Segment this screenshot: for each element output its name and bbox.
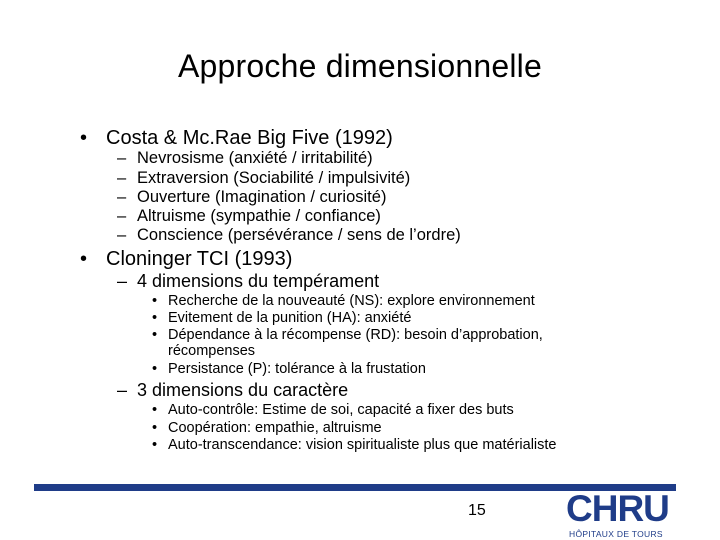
detail-item-text: récompenses [168, 343, 256, 359]
sub-list-item-text: Ouverture (Imagination / curiosité) [137, 188, 387, 206]
bullet-marker: • [152, 310, 158, 326]
detail-item-text: Persistance (P): tolérance à la frustation [168, 361, 426, 377]
sub-list-item-text: 4 dimensions du tempérament [137, 271, 380, 291]
bullet-marker: • [152, 402, 158, 418]
dash-marker: – [117, 207, 127, 225]
dash-marker: – [117, 226, 127, 244]
sub-list-item-text: Altruisme (sympathie / confiance) [137, 207, 381, 225]
detail-item-text: Auto-transcendance: vision spiritualiste plus que matérialiste [168, 437, 557, 453]
bullet-marker: • [152, 420, 158, 436]
list-item-text: Costa & Mc.Rae Big Five (1992) [106, 127, 393, 149]
list-item-text: Cloninger TCI (1993) [106, 248, 293, 270]
bullet-marker: • [152, 437, 158, 453]
detail-item-text: Coopération: empathie, altruisme [168, 420, 382, 436]
sub-list-item-text: Extraversion (Sociabilité / impulsivité) [137, 169, 411, 187]
bullet-marker: • [80, 127, 88, 149]
page-number: 15 [468, 502, 486, 519]
bullet-marker: • [152, 327, 158, 343]
dash-marker: – [117, 380, 128, 400]
sub-list-item-text: Conscience (persévérance / sens de l’ordre) [137, 226, 461, 244]
chru-logo: CHRU [566, 488, 669, 529]
sub-list-item-text: 3 dimensions du caractère [137, 380, 349, 400]
bullet-marker: • [152, 361, 158, 377]
detail-item-text: Recherche de la nouveauté (NS): explore environnement [168, 293, 535, 309]
bullet-marker: • [80, 248, 88, 270]
dash-marker: – [117, 271, 128, 291]
slide-title: Approche dimensionnelle [178, 48, 542, 84]
chru-logo-subtitle: HÔPITAUX DE TOURS [569, 529, 663, 539]
dash-marker: – [117, 188, 127, 206]
detail-item-text: Dépendance à la récompense (RD): besoin d’approbation, [168, 327, 543, 343]
dash-marker: – [117, 169, 127, 187]
dash-marker: – [117, 149, 127, 167]
sub-list-item-text: Nevrosisme (anxiété / irritabilité) [137, 149, 373, 167]
detail-item-text: Evitement de la punition (HA): anxiété [168, 310, 412, 326]
bullet-marker: • [152, 293, 158, 309]
detail-item-text: Auto-contrôle: Estime de soi, capacité a fixer des buts [168, 402, 514, 418]
